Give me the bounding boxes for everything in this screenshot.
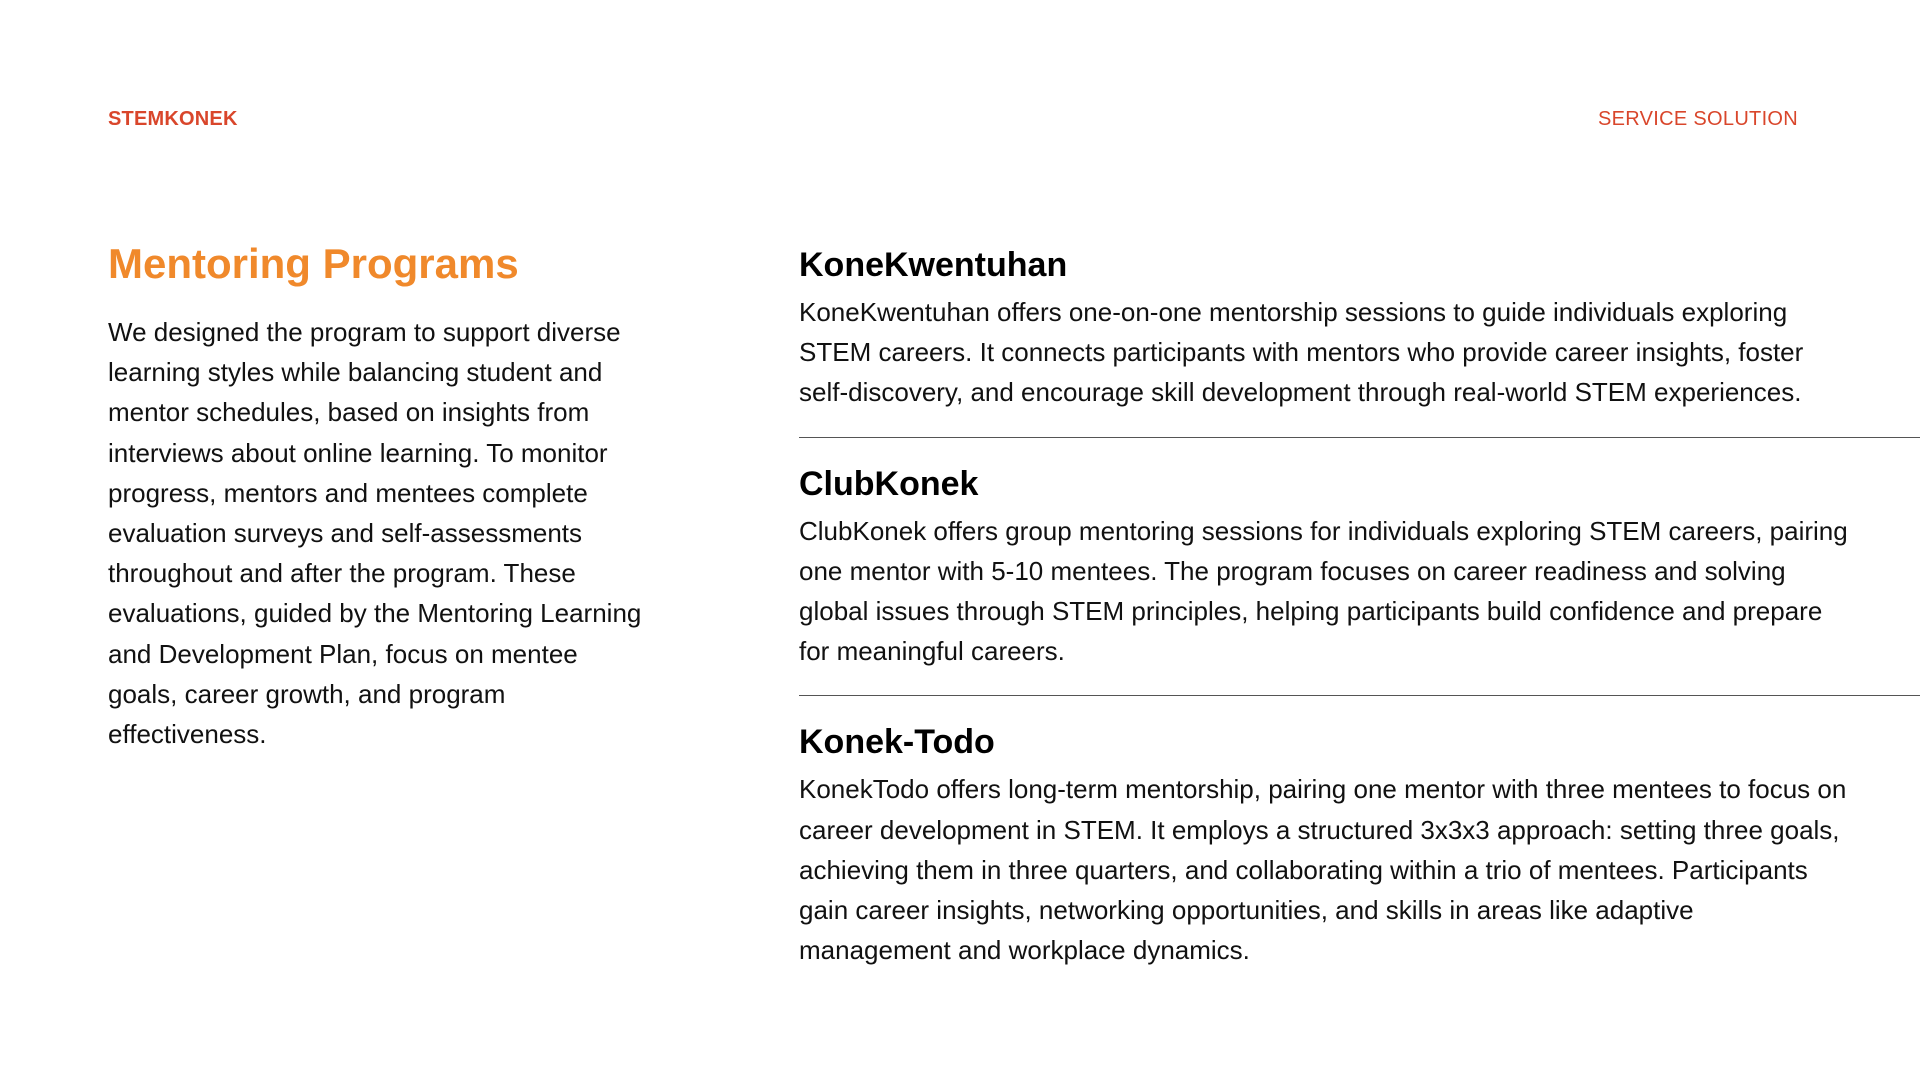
program-title: KoneKwentuhan	[799, 246, 1068, 284]
program-description: KonekTodo offers long-term mentorship, pairing one mentor with three mentees to focus on career development in STEM. It employs a structured 3x3x3 approach: setting three goals, achieving them in three quarters, and collaborating within a trio of mentees. Participants gain career insights, networking opportunities, and skills in areas like adaptive management and workplace dynamics.	[799, 774, 1847, 966]
page-title: Mentoring Programs	[108, 240, 519, 287]
program-title: ClubKonek	[799, 464, 979, 503]
program-description: KoneKwentuhan offers one-on-one mentorship sessions to guide individuals exploring STEM careers. It connects participants with mentors who provide career insights, foster self-discovery, and encourage skill development through real-world STEM experiences.	[799, 297, 1804, 408]
brand-name: STEMKONEK	[108, 108, 238, 130]
program-item-clubkonek	[799, 462, 1920, 697]
intro-column	[108, 238, 643, 754]
section-label: SERVICE SOLUTION	[1598, 108, 1799, 130]
program-title: Konek-Todo	[799, 723, 995, 762]
program-item-konekwentuhan	[799, 243, 1920, 438]
program-item-konek-todo	[799, 720, 1920, 994]
program-list	[799, 243, 1920, 994]
intro-paragraph: We designed the program to support diverse learning styles while balancing student and mentor schedules, based on insights from interviews about online learning. To monitor progress, mentors and mentees complete evaluation surveys and self-assessments throughout and after the program. These evaluations, guided by the Mentoring Learning and Development Plan, focus on mentee goals, career growth, and program effectiveness.	[108, 317, 642, 750]
program-description: ClubKonek offers group mentoring sessions for individuals exploring STEM careers, pairing one mentor with 5-10 mentees. The program focuses on career readiness and solving global issues through STEM principles, helping participants build confidence and prepare for meaningful careers.	[799, 515, 1848, 667]
